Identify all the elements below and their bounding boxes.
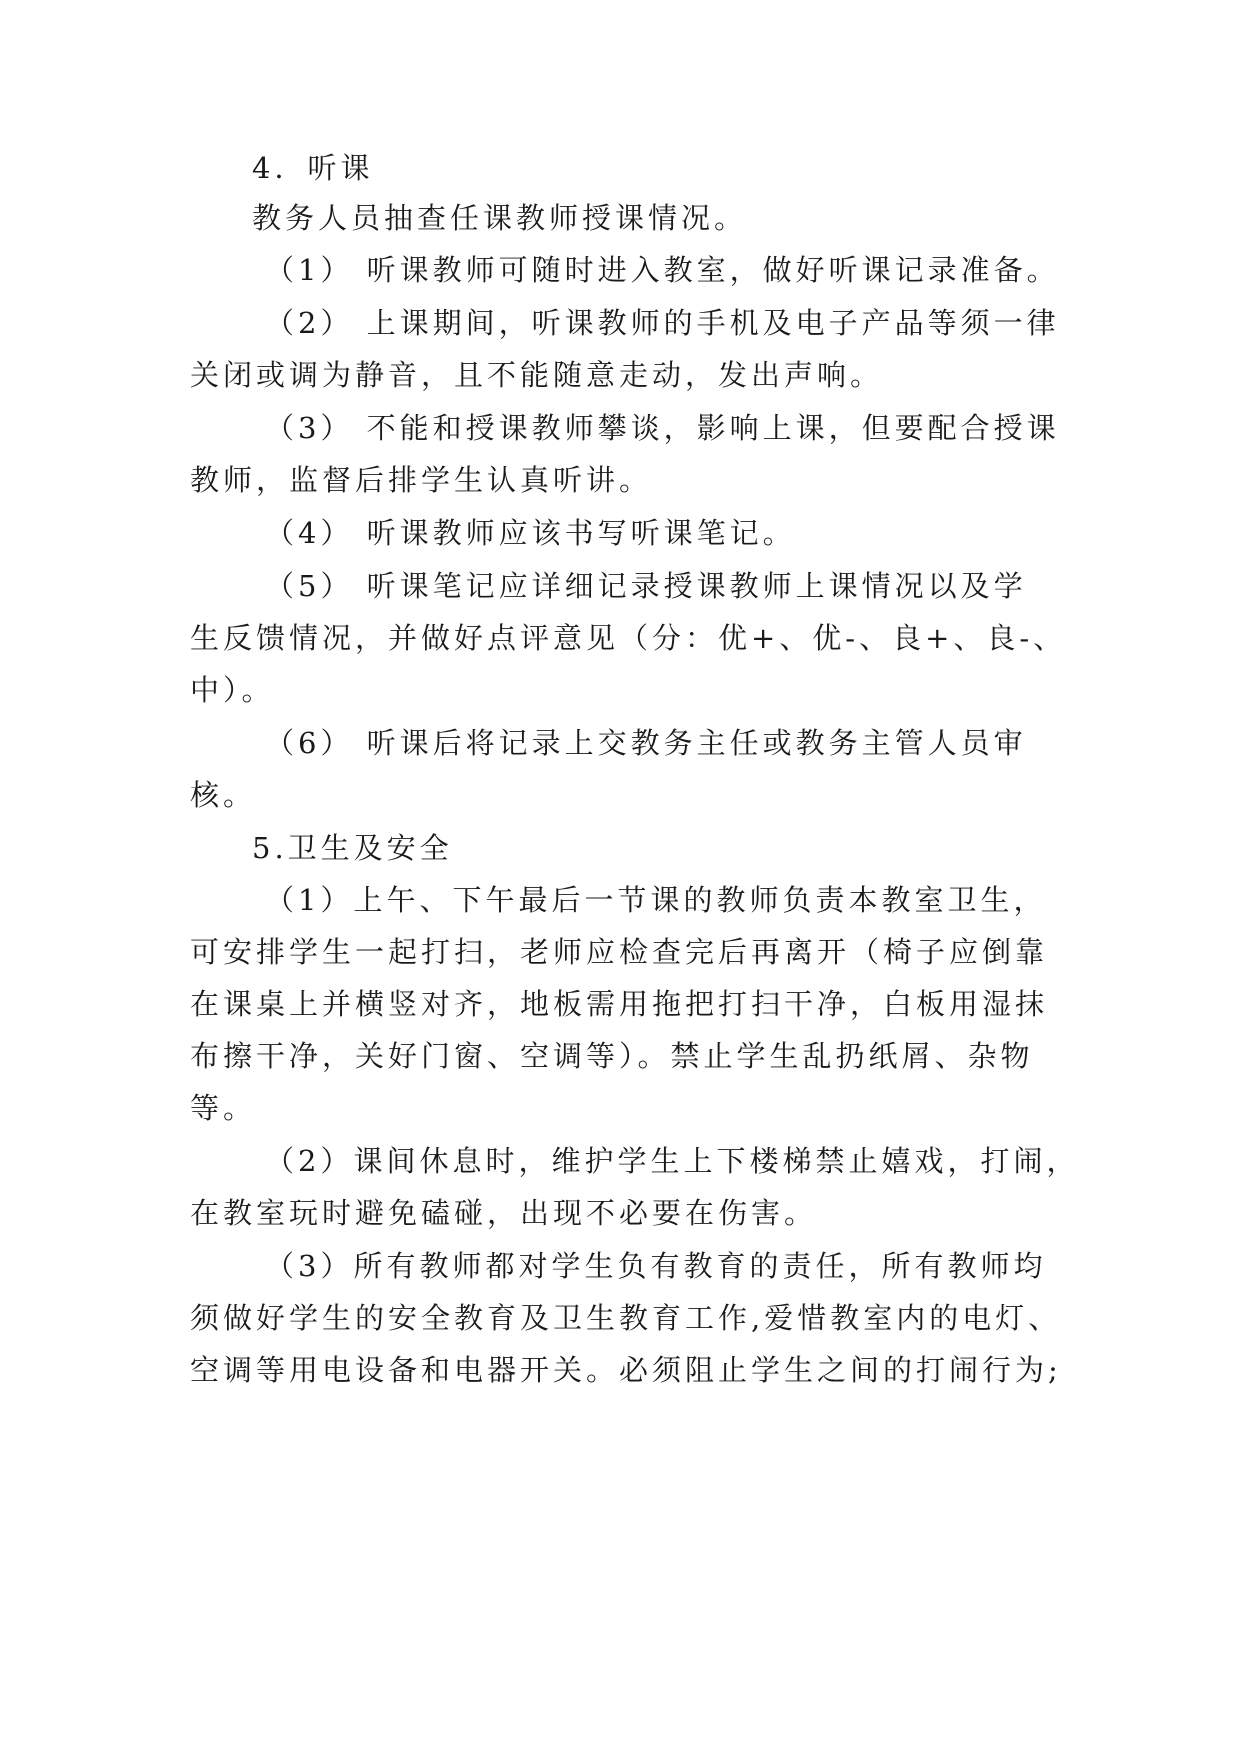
section-4-item-5-line-2: 生反馈情况，并做好点评意见（分：优+、优-、良+、良-、	[190, 621, 1067, 655]
section-4-item-2-line-1: （2） 上课期间，听课教师的手机及电子产品等须一律	[265, 306, 1060, 340]
section-4-item-1-line-1: （1） 听课教师可随时进入教室，做好听课记录准备。	[265, 253, 1060, 287]
section-4-item-5-line-1: （5） 听课笔记应详细记录授课教师上课情况以及学	[265, 569, 1027, 603]
section-5-item-2-line-2: 在教室玩时避免磕碰，出现不必要在伤害。	[190, 1196, 818, 1230]
section-5-item-1-line-3: 在课桌上并横竖对齐，地板需用拖把打扫干净，白板用湿抹	[190, 987, 1049, 1021]
section-4-intro: 教务人员抽查任课教师授课情况。	[252, 201, 748, 235]
section-5-item-1-line-2: 可安排学生一起打扫，老师应检查完后再离开（椅子应倒靠	[190, 935, 1049, 969]
section-5-heading: 5.卫生及安全	[252, 831, 453, 865]
section-5-item-1-line-4: 布擦干净，关好门窗、空调等）。禁止学生乱扔纸屑、杂物	[190, 1039, 1034, 1073]
section-5-item-3-line-1: （3）所有教师都对学生负有教育的责任，所有教师均	[265, 1249, 1047, 1283]
section-5-item-3-line-2: 须做好学生的安全教育及卫生教育工作,爱惜教室内的电灯、	[190, 1301, 1062, 1335]
section-5-item-2-line-1: （2）课间休息时，维护学生上下楼梯禁止嬉戏，打闹，	[265, 1144, 1080, 1178]
section-4-item-6-line-1: （6） 听课后将记录上交教务主任或教务主管人员审	[265, 726, 1027, 760]
section-4-item-2-line-2: 关闭或调为静音，且不能随意走动，发出声响。	[190, 358, 884, 392]
section-4-item-3-line-1: （3） 不能和授课教师攀谈，影响上课，但要配合授课	[265, 411, 1060, 445]
section-5-item-1-line-5: 等。	[190, 1091, 257, 1125]
section-4-item-3-line-2: 教师，监督后排学生认真听讲。	[190, 463, 653, 497]
section-5-item-3-line-3: 空调等用电设备和电器开关。必须阻止学生之间的打闹行为;	[190, 1353, 1062, 1387]
section-4-item-4-line-1: （4） 听课教师应该书写听课笔记。	[265, 516, 796, 550]
section-4-heading: 4．听课	[252, 151, 374, 185]
section-4-item-5-line-3: 中）。	[190, 673, 275, 707]
section-5-item-1-line-1: （1）上午、下午最后一节课的教师负责本教室卫生，	[265, 883, 1047, 917]
section-4-item-6-line-2: 核。	[190, 778, 257, 812]
